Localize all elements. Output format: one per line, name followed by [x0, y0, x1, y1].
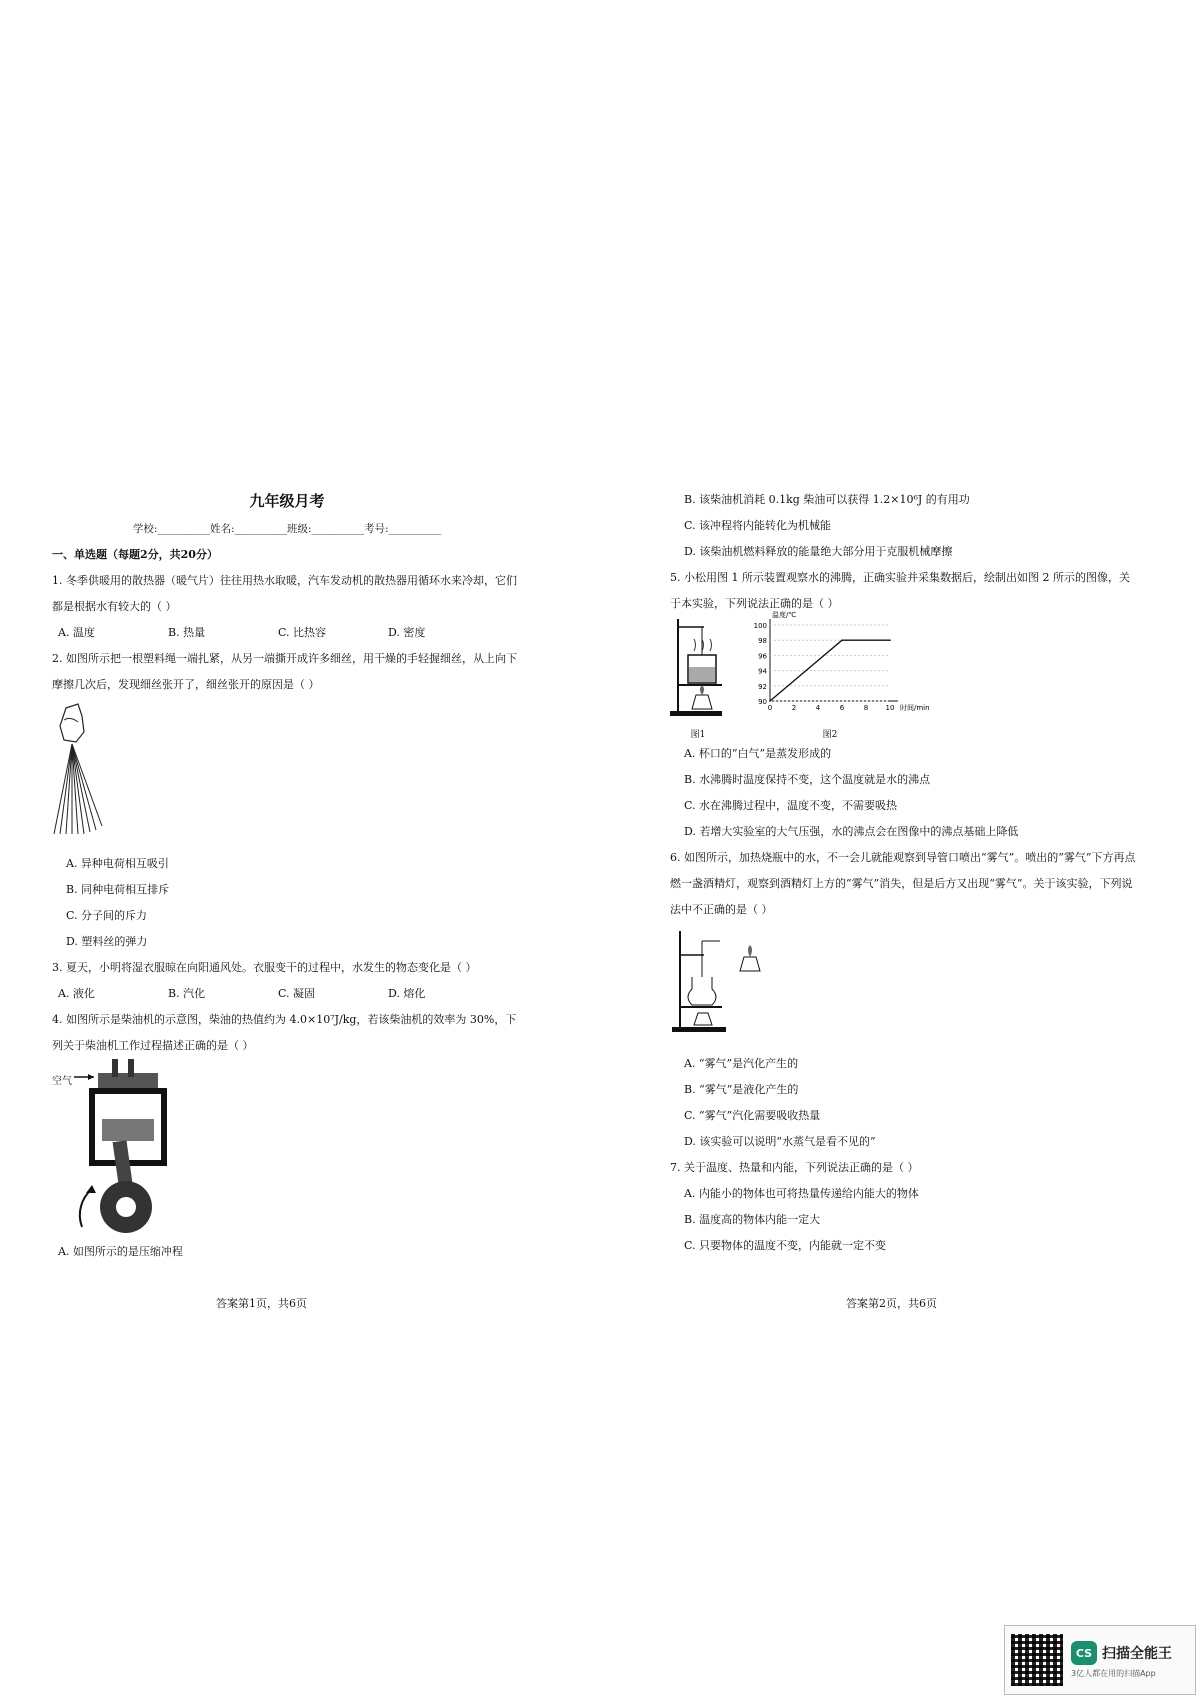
q4-option-a: A. 如图所示的是压缩冲程 [58, 1245, 183, 1258]
option: B. 温度高的物体内能一定大 [684, 1213, 821, 1226]
option: B. 汽化 [168, 987, 206, 1000]
page-footer-left: 答案第1页，共6页 [216, 1297, 307, 1310]
option: A. 温度 [58, 626, 95, 639]
flask-heating-icon [670, 927, 780, 1037]
right-column [670, 487, 1140, 1259]
engine-figure-wrap [52, 1059, 522, 1239]
section-heading: 一、单选题（每题2分，共20分） [52, 548, 218, 561]
option: D. 熔化 [388, 987, 426, 1000]
option: D. 密度 [388, 626, 426, 639]
option: C. 比热容 [278, 626, 327, 639]
option: C. 水在沸腾过程中，温度不变，不需要吸热 [684, 799, 898, 812]
option: A. 异种电荷相互吸引 [66, 857, 169, 870]
y-tick-label: 90 [758, 698, 767, 706]
x-tick-label: 6 [839, 704, 845, 712]
figure-1-caption: 图1 [690, 730, 706, 740]
option: A. “雾气”是汽化产生的 [684, 1057, 799, 1070]
option: B. 同种电荷相互排斥 [66, 883, 170, 896]
x-tick-label: 10 [885, 704, 895, 712]
option: C. 凝固 [278, 987, 316, 1000]
question-6: 6. 如图所示，加热烧瓶中的水，不一会儿就能观察到导管口喷出“雾气”。喷出的“雾气”下方再点燃一盏酒精灯，观察到酒精灯上方的“雾气”消失，但是后方又出现“雾气”。关于该实验，下列说法中不正确的是（ ） [670, 851, 1136, 916]
option: D. 塑料丝的弹力 [66, 935, 148, 948]
q5-figures [670, 611, 1140, 741]
x-tick-label: 0 [767, 704, 773, 712]
x-tick-label: 2 [791, 704, 797, 712]
x-tick-label: 4 [815, 704, 821, 712]
option: C. 分子间的斥力 [66, 909, 148, 922]
option: A. 内能小的物体也可将热量传递给内能大的物体 [684, 1187, 919, 1200]
x-axis-label: 时间/min [900, 704, 930, 712]
scanner-watermark [1004, 1625, 1196, 1695]
y-tick-label: 98 [758, 637, 767, 646]
option: D. 该实验可以说明“水蒸气是看不见的” [684, 1135, 876, 1148]
page-title: 九年级月考 [249, 492, 325, 510]
watermark-text [1071, 1641, 1172, 1679]
option: B. “雾气”是液化产生的 [684, 1083, 799, 1096]
watermark-brand-row [1071, 1641, 1172, 1665]
watermark-brand: 扫描全能王 [1102, 1646, 1172, 1662]
q3-options [52, 981, 522, 1007]
option: C. “雾气”汽化需要吸收热量 [684, 1109, 821, 1122]
option: D. 若增大实验室的大气压强，水的沸点会在图像中的沸点基础上降低 [684, 825, 1019, 838]
question-7: 7. 关于温度、热量和内能，下列说法正确的是（ ） [670, 1161, 919, 1174]
figure-2 [740, 609, 930, 741]
page-footer-right: 答案第2页，共6页 [846, 1297, 937, 1310]
q4-option-b: B. 该柴油机消耗 0.1kg 柴油可以获得 1.2×10⁶J 的有用功 [684, 493, 970, 506]
option: A. 杯口的“白气”是蒸发形成的 [684, 747, 832, 760]
y-tick-label: 92 [758, 682, 767, 691]
q4-option-d: D. 该柴油机燃料释放的能量绝大部分用于克服机械摩擦 [684, 545, 953, 558]
boiling-apparatus-icon [670, 615, 726, 719]
y-tick-label: 96 [758, 652, 767, 661]
watermark-slogan: 3亿人都在用的扫描App [1071, 1669, 1156, 1678]
question-5: 5. 小松用图 1 所示装置观察水的沸腾，正确实验并采集数据后，绘制出如图 2 所示的图像，关于本实验，下列说法正确的是（ ） [670, 571, 1130, 610]
option: A. 液化 [58, 987, 95, 1000]
left-column [52, 516, 522, 1265]
question-2: 2. 如图所示把一根塑料绳一端扎紧，从另一端撕开成许多细丝，用干燥的手轻握细丝，从上向下摩擦几次后，发现细丝张开了，细丝张开的原因是（ ） [52, 652, 517, 691]
data-point [889, 639, 891, 641]
temperature-time-chart [740, 609, 930, 719]
qr-code-icon [1011, 1634, 1063, 1686]
q1-options [52, 620, 522, 646]
option: C. 只要物体的温度不变，内能就一定不变 [684, 1239, 887, 1252]
data-point [769, 700, 771, 702]
figure-1 [670, 615, 726, 741]
question-4: 4. 如图所示是柴油机的示意图，柴油的热值约为 4.0×10⁷J/kg，若该柴油机的效率为 30%，下列关于柴油机工作过程描述正确的是（ ） [52, 1013, 517, 1052]
camscanner-logo-icon: CS [1071, 1641, 1097, 1665]
option: B. 水沸腾时温度保持不变，这个温度就是水的沸点 [684, 773, 931, 786]
student-info: 学校:__________姓名:__________班级:__________考号:__________ [132, 523, 442, 535]
y-axis-label: 温度/℃ [772, 611, 797, 619]
y-tick-label: 100 [753, 622, 767, 630]
option: B. 热量 [168, 626, 206, 639]
plastic-strands-figure [52, 702, 112, 837]
data-point [841, 639, 843, 641]
question-3: 3. 夏天，小明将湿衣服晾在向阳通风处。衣服变干的过程中，水发生的物态变化是（ ） [52, 961, 477, 974]
diesel-engine-icon [52, 1059, 172, 1239]
air-label: 空气 [52, 1076, 72, 1087]
q4-option-c: C. 该冲程将内能转化为机械能 [684, 519, 832, 532]
x-tick-label: 8 [863, 704, 869, 712]
question-1: 1. 冬季供暖用的散热器（暖气片）往往用热水取暖，汽车发动机的散热器用循环水来冷却，它们都是根据水有较大的（ ） [52, 574, 517, 613]
figure-2-caption: 图2 [822, 730, 838, 740]
y-tick-label: 94 [758, 667, 767, 676]
